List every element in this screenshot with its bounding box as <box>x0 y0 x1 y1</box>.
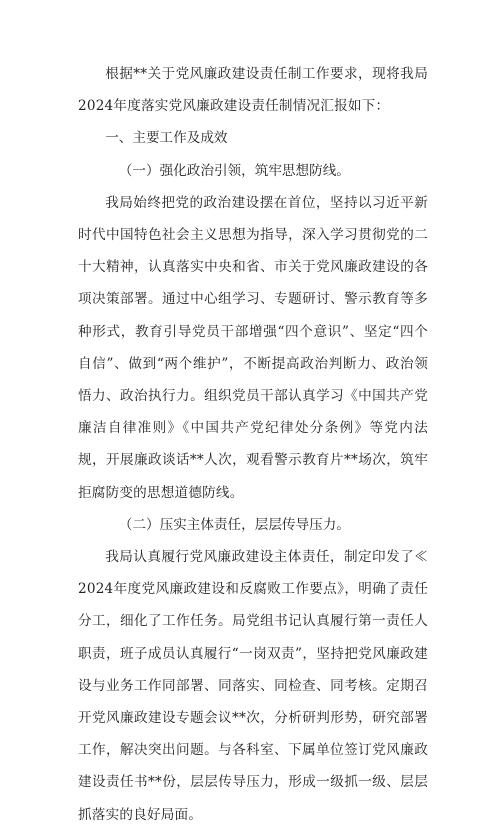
paragraph-political-guidance: 我局始终把党的政治建设摆在首位，坚持以习近平新时代中国特色社会主义思想为指导，深入学习贯彻党的二十大精神，认真落实中央和省、市关于党风廉政建设的各项决策部署。通过中心组学习、专题研讨、警示教育等多种形式，教育引导党员干部增强“四个意识”、坚定“四个自信”、做到“两个维护”，不断提高政治判断力、政治领悟力、政治执行力。组织党员干部认真学习《中国共产党廉洁自律准则》《中国共产党纪律处分条例》等党内法规，开展廉政谈话**人次，观看警示教育片**场次，筑牢拒腐防变的思想道德防线。 <box>78 194 428 501</box>
subsection-heading-main-responsibility: （二）压实主体责任，层层传导压力。 <box>118 516 350 533</box>
intro-paragraph: 根据**关于党风廉政建设责任制工作要求，现将我局2024年度落实党风廉政建设责任制情况汇报如下： <box>78 66 428 115</box>
subsection-heading-political-guidance: （一）强化政治引领，筑牢思想防线。 <box>118 162 350 179</box>
section-heading-main-work: 一、主要工作及成效 <box>105 130 228 147</box>
paragraph-main-responsibility: 我局认真履行党风廉政建设主体责任，制定印发了≪2024年度党风廉政建设和反腐败工作要点》，明确了责任分工，细化了工作任务。局党组书记认真履行第一责任人职责，班子成员认真履行“一岗双责”，坚持把党风廉政建设与业务工作同部署、同落实、同检查、同考核。定期召开党风廉政建设专题会议**次，分析研判形势，研究部署工作，解决突出问题。与各科室、下属单位签订党风廉政建设责任书**份，层层传导压力，形成一级抓一级、层层抓落实的良好局面。 <box>78 549 428 823</box>
